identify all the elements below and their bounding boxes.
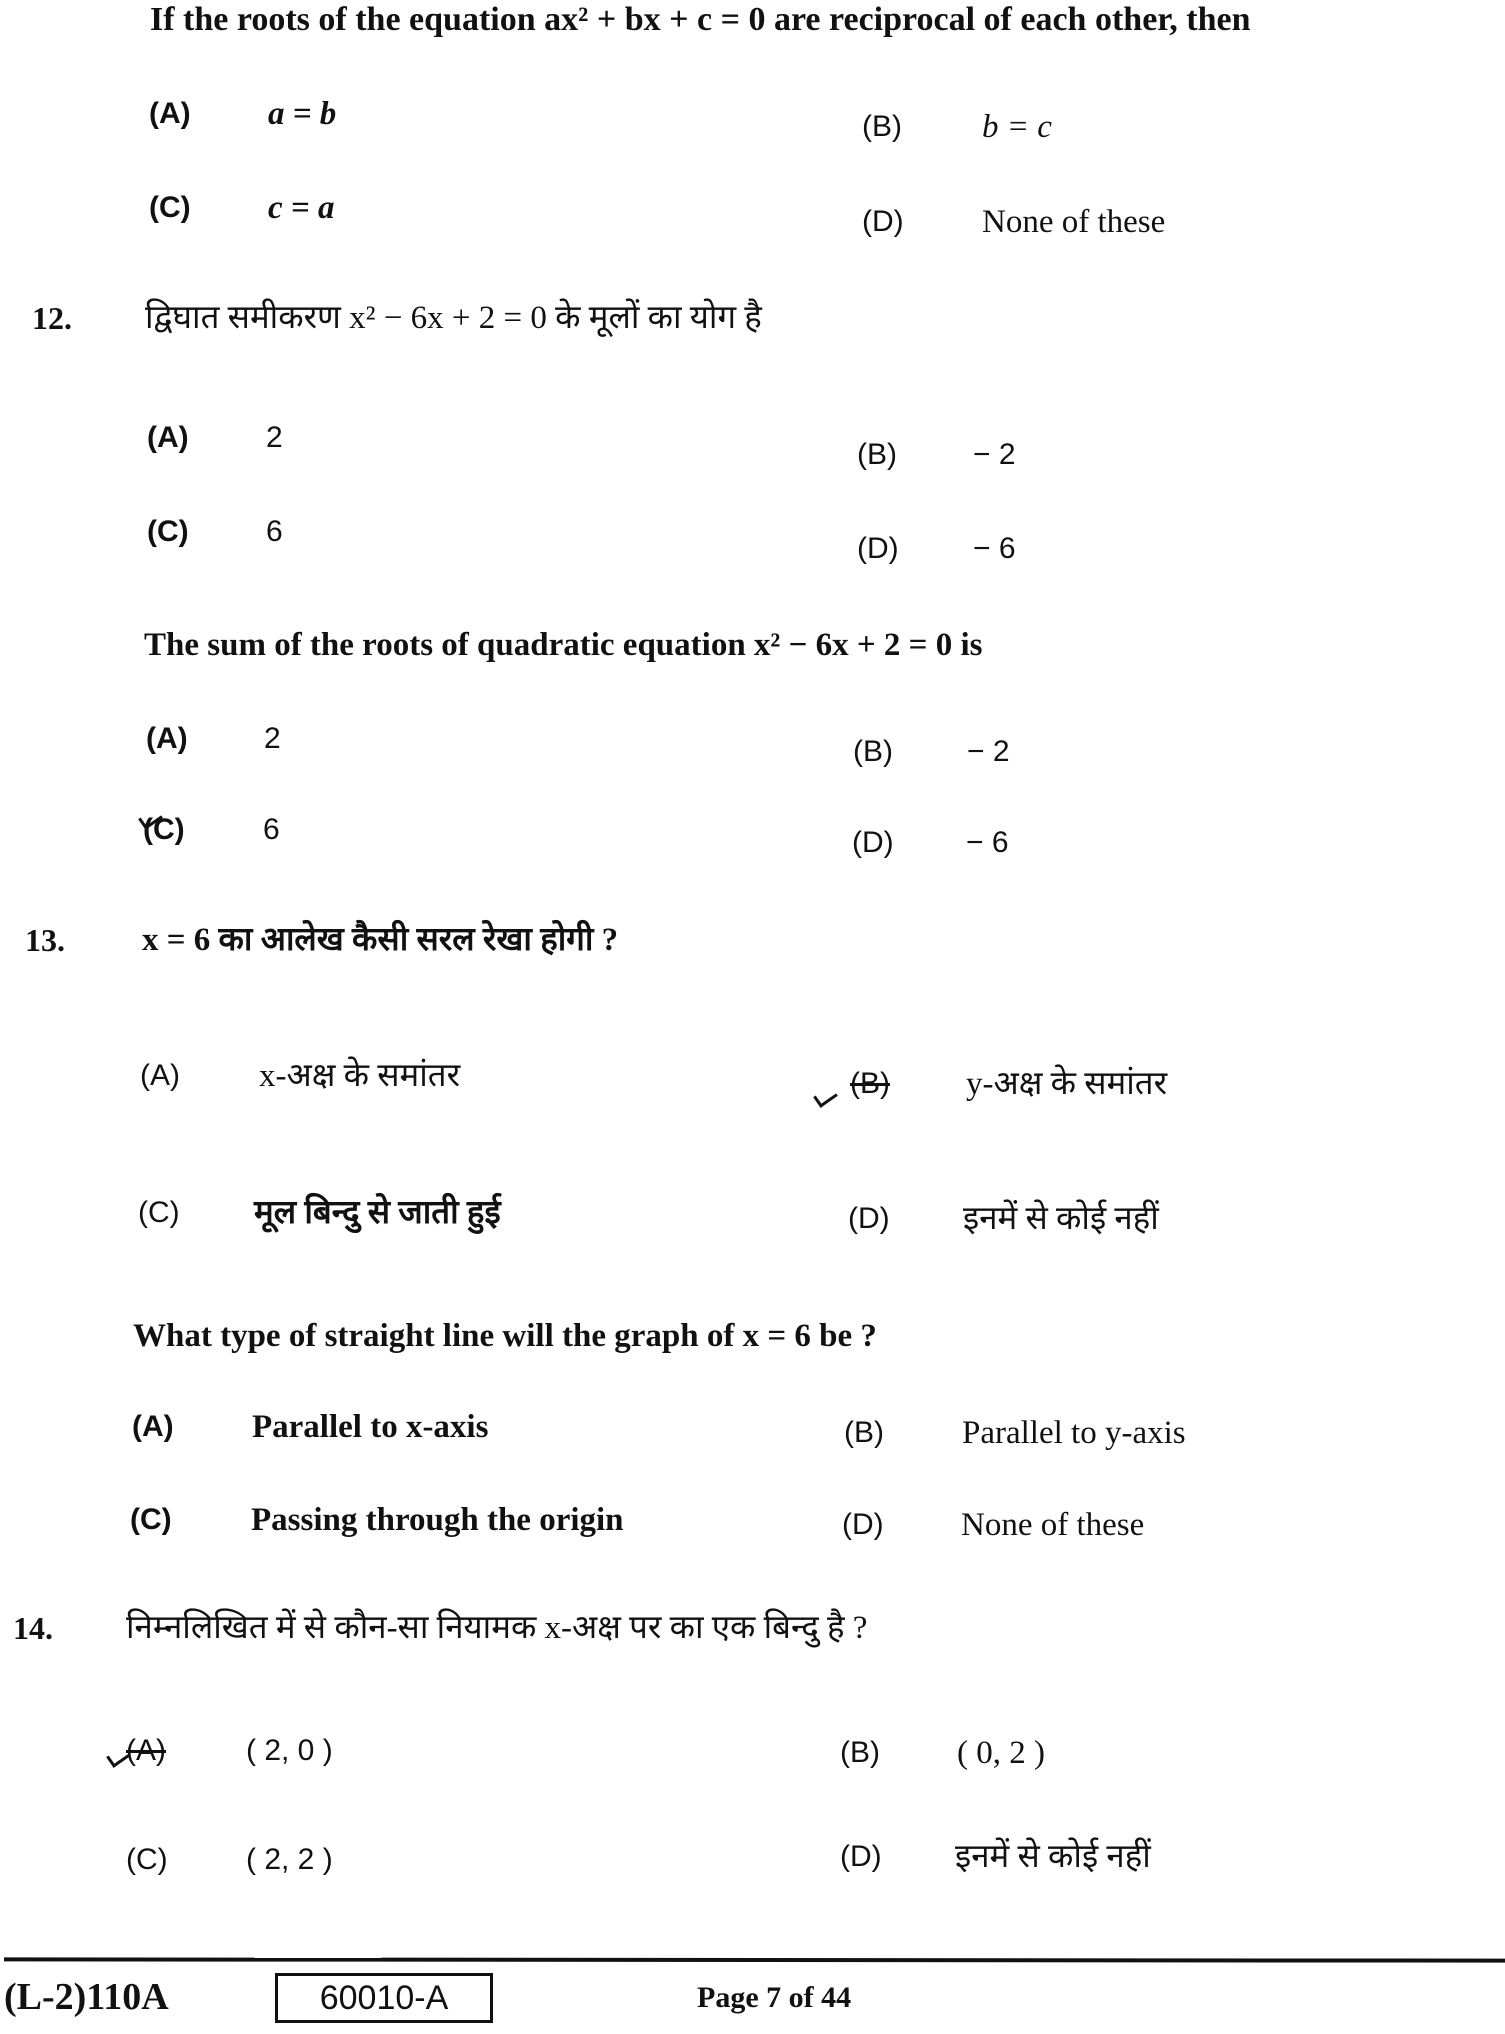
q13-hi-option-a-text: x-अक्ष के समांतर [259,1058,461,1094]
q13-hi-option-c-text: मूल बिन्दु से जाती हुई [254,1195,501,1231]
footer-divider [4,1957,1505,1962]
q14-option-b-label: (B) [840,1736,880,1769]
q12-number: 12. [32,300,72,336]
q13-en-option-b-text: Parallel to y-axis [962,1415,1186,1451]
q13-hi-option-b-text: y-अक्ष के समांतर [966,1066,1168,1102]
q13-en-option-a-text: Parallel to x-axis [252,1409,489,1445]
q13-en-option-d-label: (D) [842,1508,884,1541]
q14-option-a-text: ( 2, 0 ) [246,1734,333,1767]
q13-stem-hindi: x = 6 का आलेख कैसी सरल रेखा होगी ? [142,922,619,958]
q12-hi-option-b-text: − 2 [973,438,1016,471]
q14-option-b-text: ( 0, 2 ) [957,1735,1045,1771]
q12-en-option-b-text: − 2 [967,735,1010,768]
q11-option-c-text: c = a [268,190,335,226]
q13-en-option-a-label: (A) [132,1410,174,1443]
q13-en-option-c-text: Passing through the origin [251,1502,624,1538]
q12-hi-option-a-text: 2 [266,421,283,454]
q11-option-d-label: (D) [862,205,904,238]
q12-hi-option-c-text: 6 [266,515,283,548]
q12-en-option-c-label: (C) [143,813,185,846]
q12-hi-option-d-label: (D) [857,532,899,565]
q12-en-option-d-text: − 6 [966,826,1009,859]
q12-hi-option-c-label: (C) [147,515,189,548]
q11-option-c-label: (C) [149,191,191,224]
q14-option-d-text: इनमें से कोई नहीं [955,1839,1151,1875]
q14-number: 14. [13,1610,53,1646]
q12-en-option-c-text: 6 [263,813,280,846]
q12-en-option-b-label: (B) [853,735,893,768]
q12-hi-option-b-label: (B) [857,438,897,471]
q12-hi-option-d-text: − 6 [973,532,1016,565]
q12-en-option-a-label: (A) [146,722,188,755]
q13-hi-option-a-label: (A) [140,1059,180,1092]
q13-hi-option-c-label: (C) [138,1196,180,1229]
q14-option-c-text: ( 2, 2 ) [246,1843,333,1876]
q13-en-option-b-label: (B) [844,1416,884,1449]
q12-en-option-d-label: (D) [852,826,894,859]
q14-option-a-label: (A) [126,1734,166,1767]
footer-paper-code: (L-2)110A [4,1976,169,2018]
q13-hi-option-d-label: (D) [848,1202,890,1235]
q14-option-d-label: (D) [840,1840,882,1873]
q13-en-option-c-label: (C) [130,1503,172,1536]
q13-en-option-d-text: None of these [961,1507,1145,1543]
q14-stem-hindi: निम्नलिखित में से कौन-सा नियामक x-अक्ष पर का एक बिन्दु है ? [126,1610,868,1646]
q13-number: 13. [25,922,65,958]
q11-stem: If the roots of the equation ax² + bx + c = 0 are reciprocal of each other, then [150,1,1251,38]
q11-option-b-label: (B) [862,110,902,143]
q14-option-c-label: (C) [126,1843,168,1876]
answer-tick-mark [813,1085,838,1108]
q11-option-b-text: b = c [982,109,1052,145]
q11-option-d-text: None of these [982,204,1166,240]
q13-hi-option-d-text: इनमें से कोई नहीं [963,1201,1159,1237]
q12-hi-option-a-label: (A) [147,421,189,454]
q11-option-a-label: (A) [149,97,191,130]
q13-hi-option-b-label: (B) [850,1067,890,1100]
q12-stem-hindi: द्विघात समीकरण x² − 6x + 2 = 0 के मूलों का योग है [145,300,762,336]
q12-en-option-a-text: 2 [264,722,281,755]
q13-stem-english: What type of straight line will the graph of x = 6 be ? [133,1318,877,1354]
q12-stem-english: The sum of the roots of quadratic equation x² − 6x + 2 = 0 is [144,627,983,663]
footer-booklet-code: 60010-A [275,1973,493,2023]
footer-page-number: Page 7 of 44 [697,1981,852,2014]
q11-option-a-text: a = b [268,96,337,132]
